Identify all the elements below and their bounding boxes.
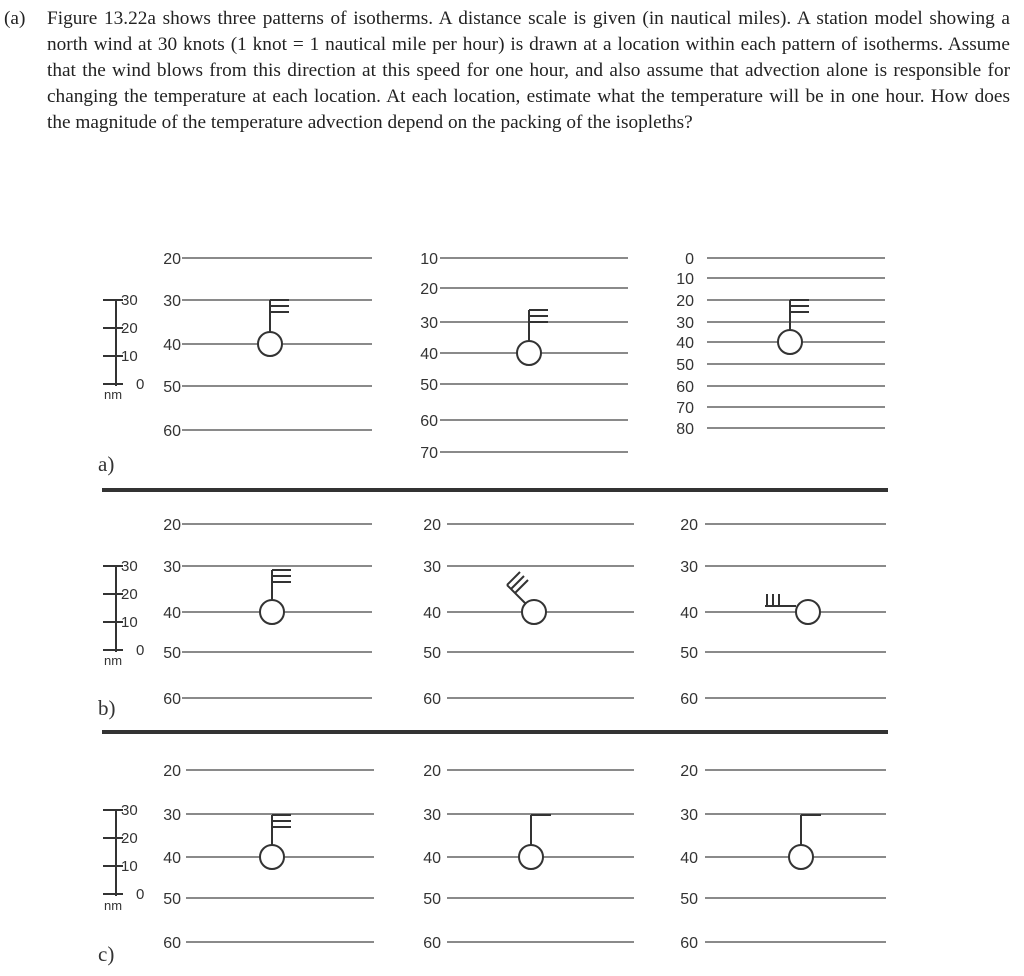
- isotherm-label: 20: [163, 251, 181, 268]
- panel-b2: [423, 517, 634, 708]
- isotherm-label: 0: [685, 251, 694, 268]
- isotherm-label: 40: [680, 605, 698, 622]
- isotherm-label: 60: [420, 413, 438, 430]
- isotherm-label: 60: [680, 935, 698, 952]
- scale-label: 30: [121, 802, 138, 819]
- isotherm-label: 40: [680, 850, 698, 867]
- isotherm-label: 40: [163, 850, 181, 867]
- scale-label: 20: [121, 586, 138, 603]
- panel-b3: [680, 517, 886, 708]
- scale-label: 20: [121, 320, 138, 337]
- panel-a1: [163, 251, 372, 440]
- isotherm-label: 20: [676, 293, 694, 310]
- isotherm-label: 30: [163, 807, 181, 824]
- isotherm-label: 20: [163, 763, 181, 780]
- distance-scale: [103, 558, 144, 668]
- isotherm-label: 40: [423, 605, 441, 622]
- isotherm-label: 40: [676, 335, 694, 352]
- panel-c3: [680, 763, 886, 952]
- isotherm-label: 10: [420, 251, 438, 268]
- isotherm-label: 20: [423, 517, 441, 534]
- station-model: [260, 570, 291, 624]
- isotherm-label: 50: [676, 357, 694, 374]
- question-text: Figure 13.22a shows three patterns of isotherms. A distance scale is given (in nautical miles). A station model showing a north wind at 30 knots (1 knot = 1 nautical mile per hour) is drawn at a location within each pattern of isotherms. Assume that the wind blows from this direction at this speed for one hour, and also assume that advection alone is responsible for changing the temperature at each location. At each location, estimate what the temperature will be in one hour. How does the magnitude of the temperature advection depend on the packing of the isopleths?: [47, 8, 1010, 133]
- station-model: [789, 815, 821, 869]
- isotherm-label: 50: [163, 645, 181, 662]
- scale-label: 10: [121, 614, 138, 631]
- question-label: (a): [4, 8, 26, 29]
- isotherm-label: 30: [163, 559, 181, 576]
- isotherm-label: 20: [420, 281, 438, 298]
- isotherm-label: 50: [163, 891, 181, 908]
- row-label: b): [98, 696, 116, 720]
- station-model: [517, 310, 548, 365]
- isotherm-label: 20: [680, 763, 698, 780]
- row-a: [98, 251, 885, 476]
- scale-label: 0: [136, 886, 145, 903]
- isotherm-label: 40: [423, 850, 441, 867]
- panel-c2: [423, 763, 634, 952]
- isotherm-label: 20: [423, 763, 441, 780]
- isotherm-label: 50: [163, 379, 181, 396]
- isotherm-label: 30: [676, 315, 694, 332]
- scale-label: 30: [121, 292, 138, 309]
- scale-unit: nm: [104, 653, 123, 668]
- isotherm-label: 70: [420, 445, 438, 462]
- panel-a3: [676, 251, 885, 438]
- station-model: [778, 300, 809, 354]
- isotherm-label: 30: [423, 559, 441, 576]
- isotherm-label: 30: [423, 807, 441, 824]
- scale-unit: nm: [104, 898, 123, 913]
- isotherm-label: 20: [680, 517, 698, 534]
- isotherm-label: 40: [420, 346, 438, 363]
- isotherm-label: 60: [680, 691, 698, 708]
- station-model: [507, 572, 546, 624]
- isotherm-label: 50: [423, 645, 441, 662]
- panel-b1: [163, 517, 372, 708]
- isotherm-label: 30: [680, 807, 698, 824]
- isotherm-label: 60: [423, 691, 441, 708]
- scale-label: 30: [121, 558, 138, 575]
- isotherm-label: 40: [163, 605, 181, 622]
- isotherm-label: 30: [163, 293, 181, 310]
- station-model: [519, 815, 551, 869]
- station-model: [258, 300, 289, 356]
- station-model: [765, 594, 820, 624]
- panel-a2: [420, 251, 628, 462]
- row-b: [98, 517, 886, 720]
- isotherm-label: 60: [163, 423, 181, 440]
- scale-label: 10: [121, 858, 138, 875]
- isotherm-label: 50: [420, 377, 438, 394]
- isotherm-label: 60: [163, 691, 181, 708]
- isotherm-label: 20: [163, 517, 181, 534]
- scale-label: 0: [136, 642, 145, 659]
- isotherm-label: 60: [423, 935, 441, 952]
- isotherm-label: 70: [676, 400, 694, 417]
- isotherm-label: 60: [676, 379, 694, 396]
- row-c: [98, 763, 886, 966]
- isotherm-label: 30: [420, 315, 438, 332]
- isotherm-label: 50: [423, 891, 441, 908]
- scale-label: 0: [136, 376, 145, 393]
- scale-unit: nm: [104, 387, 123, 402]
- isotherm-label: 50: [680, 645, 698, 662]
- row-label: a): [98, 452, 115, 476]
- isotherm-label: 80: [676, 421, 694, 438]
- scale-label: 10: [121, 348, 138, 365]
- panel-c1: [163, 763, 374, 952]
- distance-scale: [103, 292, 144, 402]
- isotherm-label: 10: [676, 271, 694, 288]
- isotherm-label: 50: [680, 891, 698, 908]
- isotherm-label: 40: [163, 337, 181, 354]
- row-label: c): [98, 942, 115, 966]
- isotherm-label: 60: [163, 935, 181, 952]
- isotherm-label: 30: [680, 559, 698, 576]
- distance-scale: [103, 802, 144, 913]
- station-model: [260, 815, 291, 869]
- scale-label: 20: [121, 830, 138, 847]
